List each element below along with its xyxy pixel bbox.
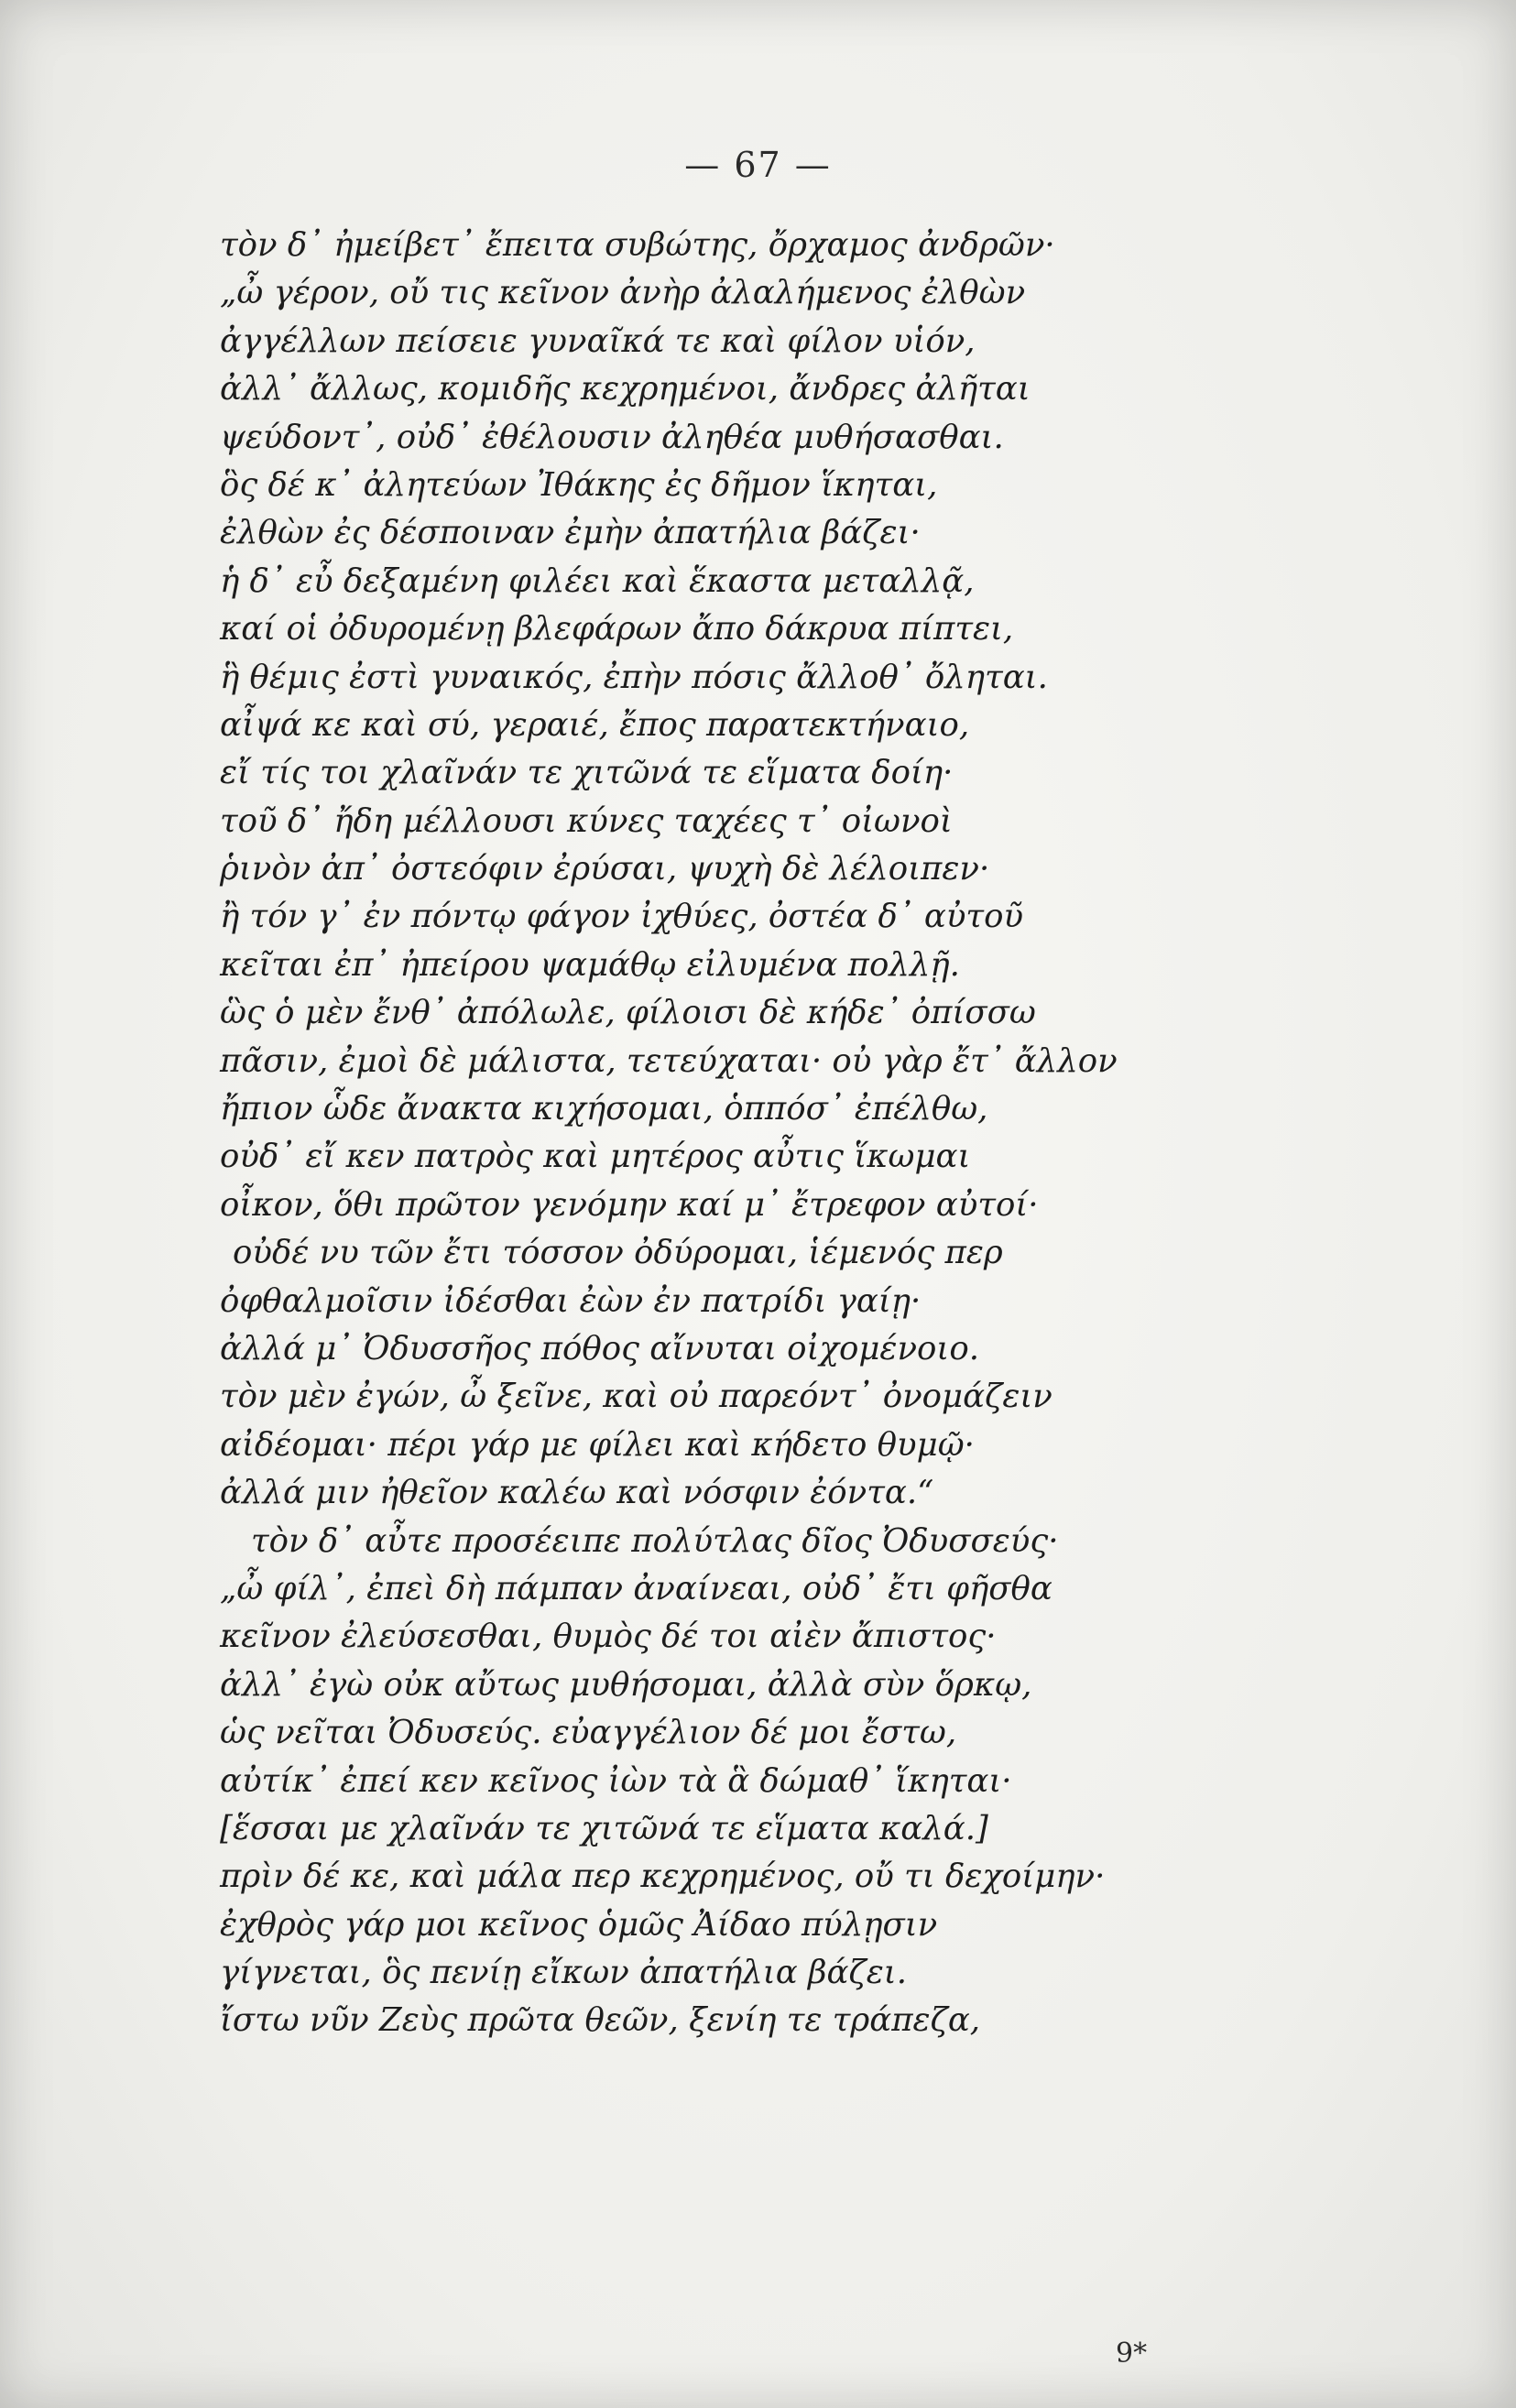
page-number: — 67 — bbox=[684, 145, 832, 185]
verse-line: „ὦ γέρον, οὔ τις κεῖνον ἀνὴρ ἀλαλήμενος ἐλθὼν bbox=[220, 274, 1026, 312]
verse-line: ὣς ὁ μὲν ἔνθ᾽ ἀπόλωλε, φίλοισι δὲ κήδε᾽ ὀπίσσω bbox=[220, 994, 1036, 1032]
verse-line: „ὦ φίλ᾽, ἐπεὶ δὴ πάμπαν ἀναίνεαι, οὐδ᾽ ἔτι φῆσθα bbox=[220, 1569, 1052, 1607]
verse-line: ἀλλά μιν ἠθεῖον καλέω καὶ νόσφιν ἐόντα.“ bbox=[220, 1474, 934, 1512]
printer-signature-mark: 9* bbox=[1116, 2337, 1148, 2370]
verse-line: ἀγγέλλων πείσειε γυναῖκά τε καὶ φίλον υἱόν, bbox=[220, 321, 976, 360]
verse-line: κεῖται ἐπ᾽ ἠπείρου ψαμάθῳ εἰλυμένα πολλῇ. bbox=[220, 945, 960, 984]
verse-line: ἀλλ᾽ ἐγὼ οὐκ αὔτως μυθήσομαι, ἀλλὰ σὺν ὅρκῳ, bbox=[220, 1665, 1032, 1704]
verse-line: ἤπιον ὧδε ἄνακτα κιχήσομαι, ὁππόσ᾽ ἐπέλθω, bbox=[220, 1090, 988, 1128]
verse-line: ὀφθαλμοῖσιν ἰδέσθαι ἐὼν ἐν πατρίδι γαίῃ· bbox=[220, 1281, 922, 1320]
verse-line: ἀλλ᾽ ἄλλως, κομιδῆς κεχρημένοι, ἄνδρες ἀλῆται bbox=[220, 370, 1031, 409]
verse-line: [ἕσσαι με χλαῖνάν τε χιτῶνά τε εἵματα καλά.] bbox=[220, 1809, 988, 1847]
verse-line: τὸν δ᾽ αὖτε προσέειπε πολύτλας δῖος Ὀδυσσεύς· bbox=[251, 1521, 1059, 1560]
verse-line: ἴστω νῦν Ζεὺς πρῶτα θεῶν, ξενίη τε τράπεζα, bbox=[220, 2001, 981, 2040]
verse-line: ῥινὸν ἀπ᾽ ὀστεόφιν ἐρύσαι, ψυχὴ δὲ λέλοιπεν· bbox=[220, 850, 990, 888]
verse-line: ὃς δέ κ᾽ ἀλητεύων Ἰθάκης ἐς δῆμον ἵκηται, bbox=[220, 465, 938, 504]
verse-line: πρὶν δέ κε, καὶ μάλα περ κεχρημένος, οὔ τι δεχοίμην· bbox=[220, 1858, 1106, 1896]
verse-text-block bbox=[220, 222, 1246, 2045]
verse-line: αἰδέομαι· πέρι γάρ με φίλει καὶ κήδετο θυμῷ· bbox=[220, 1425, 975, 1464]
verse-line: ἣ θέμις ἐστὶ γυναικός, ἐπὴν πόσις ἄλλοθ᾽ ὄληται. bbox=[220, 658, 1048, 696]
verse-line: οὐδέ νυ τῶν ἔτι τόσσον ὀδύρομαι, ἱέμενός περ bbox=[233, 1234, 1003, 1272]
verse-line: τὸν μὲν ἐγών, ὦ ξεῖνε, καὶ οὐ παρεόντ᾽ ὀνομάζειν bbox=[220, 1378, 1052, 1416]
verse-line: ἐλθὼν ἐς δέσποιναν ἐμὴν ἀπατήλια βάζει· bbox=[220, 514, 921, 552]
verse-line: ἡ δ᾽ εὖ δεξαμένη φιλέει καὶ ἕκαστα μεταλλᾷ, bbox=[220, 561, 975, 600]
verse-line: αὐτίκ᾽ ἐπεί κεν κεῖνος ἰὼν τὰ ἃ δώμαθ᾽ ἵκηται· bbox=[220, 1761, 1012, 1800]
verse-line: κεῖνον ἐλεύσεσθαι, θυμὸς δέ τοι αἰὲν ἄπιστος· bbox=[220, 1618, 997, 1656]
verse-line: ἢ τόν γ᾽ ἐν πόντῳ φάγον ἰχθύες, ὀστέα δ᾽ αὐτοῦ bbox=[220, 898, 1024, 936]
verse-line: καί οἱ ὀδυρομένῃ βλεφάρων ἄπο δάκρυα πίπτει, bbox=[220, 610, 1014, 648]
verse-line: τοῦ δ᾽ ἤδη μέλλουσι κύνες ταχέες τ᾽ οἰωνοὶ bbox=[220, 801, 953, 840]
verse-line: ἀλλά μ᾽ Ὀδυσσῆος πόθος αἴνυται οἰχομένοιο. bbox=[220, 1329, 979, 1367]
verse-line: τὸν δ᾽ ἠμείβετ᾽ ἔπειτα συβώτης, ὄρχαμος ἀνδρῶν· bbox=[220, 226, 1055, 264]
verse-line: ψεύδοντ᾽, οὐδ᾽ ἐθέλουσιν ἀληθέα μυθήσασθαι. bbox=[220, 418, 1004, 456]
verse-line: εἴ τίς τοι χλαῖνάν τε χιτῶνά τε εἵματα δοίη· bbox=[220, 754, 954, 792]
verse-line: αἶψά κε καὶ σύ, γεραιέ, ἔπος παρατεκτήναιο, bbox=[220, 705, 970, 744]
verse-line: οὐδ᾽ εἴ κεν πατρὸς καὶ μητέρος αὖτις ἵκωμαι bbox=[220, 1138, 971, 1176]
verse-line: πᾶσιν, ἐμοὶ δὲ μάλιστα, τετεύχαται· οὐ γὰρ ἔτ᾽ ἄλλον bbox=[220, 1041, 1118, 1080]
verse-line: ἐχθρὸς γάρ μοι κεῖνος ὁμῶς Ἀίδαο πύλῃσιν bbox=[220, 1905, 938, 1944]
verse-line: ὡς νεῖται Ὀδυσεύς. εὐαγγέλιον δέ μοι ἔστω, bbox=[220, 1714, 957, 1752]
verse-line: οἶκον, ὅθι πρῶτον γενόμην καί μ᾽ ἔτρεφον αὐτοί· bbox=[220, 1185, 1039, 1224]
verse-line: γίγνεται, ὃς πενίῃ εἴκων ἀπατήλια βάζει. bbox=[220, 1954, 907, 1992]
